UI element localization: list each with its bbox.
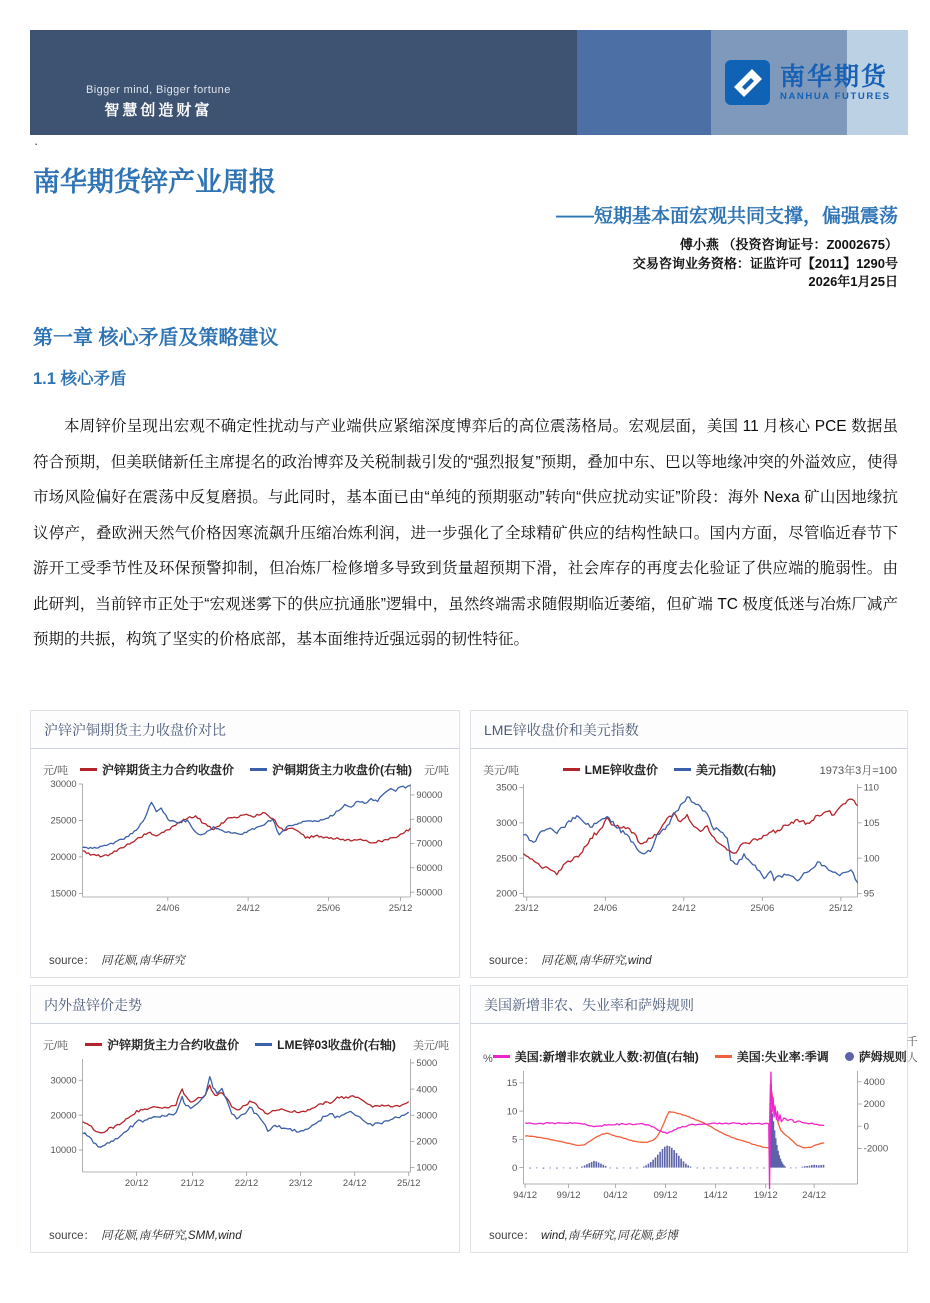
chart-body: [471, 1024, 918, 1252]
svg-text:24/12: 24/12: [671, 903, 696, 914]
svg-text:04/12: 04/12: [603, 1190, 628, 1201]
legend-label: 美国:新增非农就业人数:初值(右轴): [514, 1050, 699, 1064]
svg-text:100: 100: [863, 853, 880, 865]
svg-text:24/12: 24/12: [342, 1177, 367, 1190]
right-axis-unit: 美元/吨: [412, 1040, 449, 1052]
chart-panel-us-nonfarm-sahm: [470, 985, 918, 1253]
svg-text:19/12: 19/12: [753, 1190, 778, 1201]
svg-text:2000: 2000: [416, 1136, 438, 1148]
nanhua-logo: [725, 60, 891, 105]
source-row: [477, 949, 901, 977]
left-axis-unit: %: [483, 1053, 493, 1065]
banner-segment-dark: [30, 30, 577, 135]
left-axis-unit: 元/吨: [43, 1040, 69, 1052]
svg-text:09/12: 09/12: [653, 1190, 678, 1201]
svg-text:50000: 50000: [416, 887, 443, 899]
legend-item: [563, 761, 658, 778]
legend-line-marker: [80, 768, 97, 771]
legend-label: LME锌收盘价: [584, 763, 659, 777]
source-value: 同花顺,南华研究: [101, 955, 185, 967]
legend-item: [255, 1036, 396, 1053]
right-axis-unit: 千人: [906, 1036, 918, 1064]
chart-body: [31, 749, 459, 977]
left-axis-unit: 美元/吨: [483, 765, 520, 777]
legend-line-marker: [250, 768, 267, 771]
legend-dot-marker: [845, 1052, 854, 1061]
svg-text:4000: 4000: [863, 1077, 885, 1088]
chart-panel-lme-zinc-dxy: [470, 710, 908, 978]
svg-text:25/06: 25/06: [316, 902, 341, 915]
legend-row: [477, 1026, 918, 1065]
legend-label: 沪锌期货主力合约收盘价: [107, 1038, 240, 1052]
svg-text:0: 0: [863, 1121, 869, 1133]
chart-body: [471, 749, 907, 977]
source-label: source：: [49, 1230, 96, 1242]
qualification-line: 交易咨询业务资格：证监许可【2011】1290号: [632, 255, 898, 271]
svg-text:20000: 20000: [50, 1110, 77, 1122]
source-row: [37, 949, 453, 977]
svg-text:15: 15: [506, 1078, 518, 1090]
svg-text:20/12: 20/12: [124, 1177, 149, 1190]
report-date: 2026年1月25日: [808, 274, 898, 289]
svg-text:15000: 15000: [50, 888, 77, 900]
legend-line-marker: [674, 768, 691, 771]
chart-panel-shfe-zinc-copper: [30, 710, 460, 978]
svg-text:3000: 3000: [416, 1110, 438, 1122]
legend-label: 沪铜期货主力收盘价(右轴): [272, 763, 412, 777]
svg-text:30000: 30000: [50, 779, 77, 791]
svg-text:105: 105: [863, 818, 880, 830]
svg-text:-2000: -2000: [863, 1143, 889, 1155]
chart-canvas: [37, 1053, 453, 1205]
legend-item: [80, 761, 234, 778]
legend-row: [37, 1026, 453, 1053]
chart-legend: [80, 761, 412, 778]
legend-line-marker: [255, 1043, 272, 1046]
source-row: [477, 1224, 901, 1252]
legend-line-marker: [715, 1055, 732, 1058]
legend-item: [493, 1048, 699, 1065]
right-axis-unit: 元/吨: [423, 765, 449, 777]
tagline-chinese: 智慧创造财富: [104, 102, 213, 119]
chart-legend: [563, 761, 776, 778]
svg-text:24/12: 24/12: [802, 1190, 827, 1201]
svg-text:0: 0: [512, 1162, 518, 1174]
svg-text:2000: 2000: [496, 888, 518, 900]
svg-text:24/06: 24/06: [593, 903, 618, 914]
svg-text:2500: 2500: [496, 853, 518, 865]
chart-panel-domestic-foreign-zinc: [30, 985, 460, 1253]
svg-text:90000: 90000: [416, 790, 443, 802]
svg-text:60000: 60000: [416, 863, 443, 875]
legend-row: [477, 751, 901, 778]
chart-title: 美国新增非农、失业率和萨姆规则: [471, 986, 907, 1024]
chart-canvas: [37, 778, 453, 930]
legend-item: [845, 1048, 907, 1065]
legend-line-marker: [563, 768, 580, 771]
source-value: wind,南华研究,同花顺,彭博: [541, 1230, 678, 1242]
svg-text:14/12: 14/12: [703, 1190, 728, 1201]
chart-title: LME锌收盘价和美元指数: [471, 711, 907, 749]
legend-label: 萨姆规则: [858, 1050, 907, 1064]
svg-text:25000: 25000: [50, 815, 77, 827]
stray-dot: ·: [34, 136, 39, 151]
legend-line-marker: [85, 1043, 102, 1046]
svg-text:3500: 3500: [496, 782, 518, 794]
logo-english: NANHUA FUTURES: [780, 90, 891, 102]
svg-text:24/06: 24/06: [156, 902, 180, 915]
svg-text:3000: 3000: [496, 818, 518, 830]
svg-text:99/12: 99/12: [556, 1190, 581, 1201]
svg-text:25/12: 25/12: [388, 902, 413, 915]
svg-text:5000: 5000: [416, 1058, 438, 1070]
source-value: 同花顺,南华研究,SMM,wind: [101, 1230, 242, 1242]
legend-item: [250, 761, 412, 778]
svg-text:25/12: 25/12: [828, 903, 853, 914]
svg-text:20000: 20000: [50, 852, 77, 864]
source-label: source：: [489, 1230, 536, 1242]
svg-text:21/12: 21/12: [180, 1177, 205, 1190]
nanhua-logo-icon: [725, 60, 770, 105]
source-row: [37, 1224, 453, 1252]
svg-text:2000: 2000: [863, 1099, 885, 1111]
svg-text:22/12: 22/12: [234, 1177, 259, 1190]
svg-text:70000: 70000: [416, 838, 443, 850]
svg-text:23/12: 23/12: [514, 903, 539, 914]
logo-chinese: 南华期货: [780, 62, 889, 91]
report-meta: [633, 236, 898, 292]
source-label: source：: [489, 955, 536, 967]
legend-row: [37, 751, 453, 778]
right-axis-note: 1973年3月=100: [819, 765, 897, 777]
legend-line-marker: [493, 1055, 510, 1058]
brand-banner: [30, 30, 908, 135]
chart-legend: [85, 1036, 396, 1053]
svg-text:30000: 30000: [50, 1075, 77, 1087]
svg-text:5: 5: [512, 1134, 518, 1146]
legend-label: 沪锌期货主力合约收盘价: [101, 763, 234, 777]
svg-text:25/12: 25/12: [397, 1177, 421, 1190]
tagline-english: Bigger mind, Bigger fortune: [86, 84, 231, 96]
subsection-heading: 1.1 核心矛盾: [33, 370, 127, 388]
legend-item: [85, 1036, 239, 1053]
legend-label: 美元指数(右轴): [696, 763, 777, 777]
chart-grid: [30, 710, 918, 1253]
svg-text:10000: 10000: [50, 1145, 77, 1157]
core-contradiction-paragraph: 本周锌价呈现出宏观不确定性扰动与产业端供应紧缩深度博弈后的高位震荡格局。宏观层面，美国 11 月核心 PCE 数据虽符合预期，但美联储新任主席提名的政治博弈及关税制裁引发的“强烈报复”预期，叠加中东、巴以等地缘冲突的外溢效应，使得市场风险偏好在震荡中反复磨损。与此同时，基本面已由“单纯的预期驱动”转向“供应扰动实证”阶段：海外 Nexa 矿山因地缘抗议停产，叠欧洲天然气价格因寒流飙升压缩冶炼利润，进一步强化了全球精矿供应的结构性缺口。国内方面，尽管临近春节下游开工受季节性及环保预警抑制，但冶炼厂检修增多导致到货量超预期下滑，社会库存的再度去化验证了供应端的脆弱性。由此研判，当前锌市正处于“宏观迷雾下的供应抗通胀”逻辑中，虽然终端需求随假期临近萎缩，但矿端 TC 极度低迷与冶炼厂减产预期的共振，构筑了坚实的价格底部，基本面维持近强远弱的韧性特征。: [33, 418, 898, 648]
chart-title: 沪锌沪铜期货主力收盘价对比: [31, 711, 459, 749]
chart-body: [31, 1024, 459, 1252]
svg-text:110: 110: [863, 782, 879, 794]
chart-canvas: [477, 1065, 901, 1217]
legend-label: 美国:失业率:季调: [736, 1050, 829, 1064]
left-axis-unit: 元/吨: [43, 765, 69, 777]
svg-text:10: 10: [506, 1106, 518, 1118]
report-subtitle: ——短期基本面宏观共同支撑，偏强震荡: [555, 206, 898, 227]
svg-text:1000: 1000: [416, 1162, 438, 1174]
legend-item: [674, 761, 776, 778]
svg-text:24/12: 24/12: [236, 902, 260, 915]
svg-text:80000: 80000: [416, 814, 443, 826]
page-title: 南华期货锌产业周报: [33, 167, 276, 197]
chart-canvas: [477, 778, 901, 930]
author-line: 傅小燕 （投资咨询证号：Z0002675）: [679, 237, 898, 252]
svg-text:25/06: 25/06: [750, 903, 775, 914]
banner-segment-mid: [577, 30, 711, 135]
source-value: 同花顺,南华研究,wind: [541, 955, 652, 967]
svg-text:23/12: 23/12: [288, 1177, 313, 1190]
legend-item: [715, 1048, 829, 1065]
chart-title: 内外盘锌价走势: [31, 986, 459, 1024]
brand-taglines: [86, 84, 231, 120]
chapter-heading: 第一章 核心矛盾及策略建议: [33, 327, 279, 349]
legend-label: LME锌03收盘价(右轴): [277, 1038, 396, 1052]
source-label: source：: [49, 955, 96, 967]
svg-text:95: 95: [863, 888, 875, 900]
svg-text:4000: 4000: [416, 1084, 438, 1096]
svg-text:94/12: 94/12: [513, 1190, 538, 1201]
chart-legend: [493, 1048, 907, 1065]
logo-text: [780, 64, 891, 102]
